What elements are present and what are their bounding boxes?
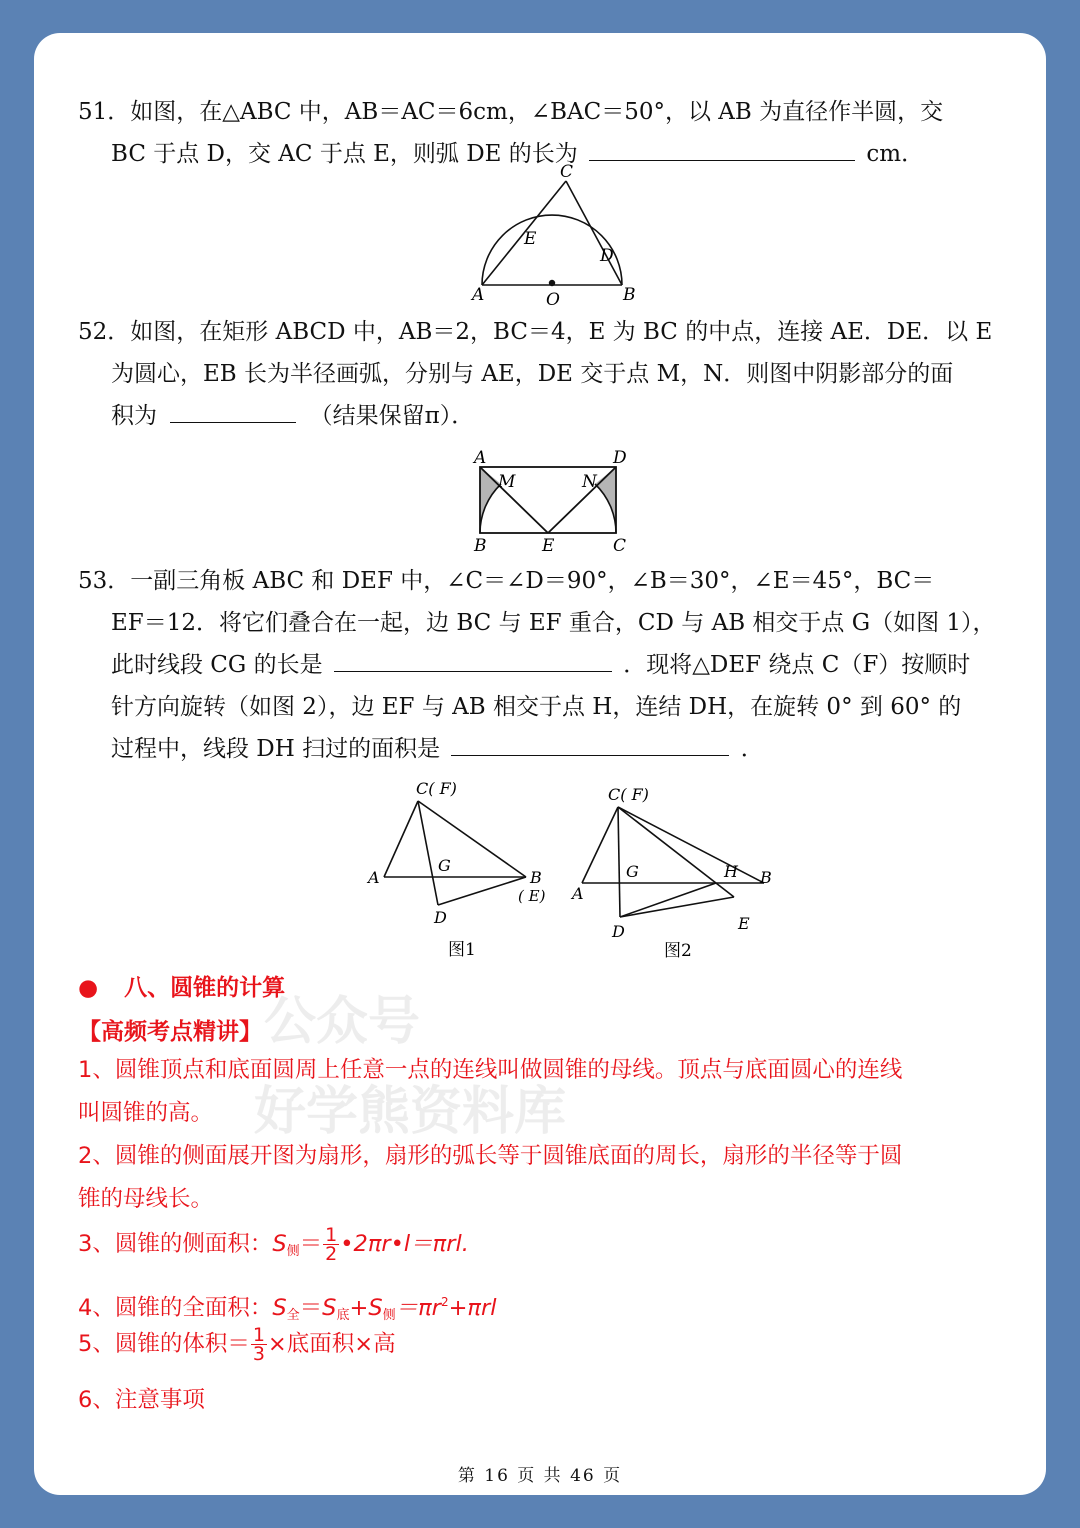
label-A: A: [472, 285, 485, 305]
label-D: D: [600, 246, 614, 266]
point-4: 4、圆锥的全面积：$S_全=S_底+S_侧=\pi r^2+\pi rl$: [78, 1295, 497, 1323]
label-D: D: [613, 448, 627, 468]
label-A: A: [572, 884, 584, 903]
section-subtitle: 【高频考点精讲】: [78, 1019, 262, 1045]
question-53: [78, 560, 1008, 770]
question-52: [78, 311, 1008, 437]
label-C: C: [613, 536, 627, 555]
point-5: 5、圆锥的体积＝ $\frac{1}{3}$ ×底面积×高: [78, 1324, 396, 1365]
point-3: 3、圆锥的侧面积：$S_侧=$ $\frac{1}{2}$ •2πr•l＝πrl.: [78, 1224, 469, 1265]
q51-line1: 51．如图，在△ABC 中，AB＝AC＝6cm，∠BAC＝50°，以 AB 为直径作半圆，交: [78, 99, 944, 125]
label-A: A: [368, 868, 380, 887]
label-C: C: [560, 162, 574, 182]
label-D: D: [612, 922, 625, 941]
label-D: D: [434, 908, 447, 927]
q53-line1: 53．一副三角板 ABC 和 DEF 中，∠C＝∠D＝90°，∠B＝30°，∠E＝45°，BC＝: [78, 568, 935, 594]
label-N: N: [582, 472, 597, 492]
label-M: M: [498, 472, 516, 492]
label-B: B: [623, 285, 636, 305]
label-H: H: [724, 862, 738, 881]
label-G: G: [626, 862, 639, 881]
q52-figure: [470, 443, 640, 559]
fraction-one-third: $\frac{1}{3}$: [252, 1324, 265, 1365]
label-B: B: [760, 868, 772, 887]
watermark-line2: 好学熊资料库: [254, 1082, 567, 1142]
answer-blank[interactable]: [334, 649, 612, 672]
label-O: O: [546, 290, 560, 309]
page-footer: 第 16 页 共 46 页: [457, 1466, 623, 1486]
label-E: E: [542, 536, 555, 555]
label-CF: C( F): [416, 779, 457, 798]
section-heading: [78, 969, 285, 1002]
q53-line4: 针方向旋转（如图 2），边 EF 与 AB 相交于点 H，连结 DH，在旋转 0° 到 60° 的: [111, 694, 962, 720]
q52-line1: 52．如图，在矩形 ABCD 中，AB＝2，BC＝4，E 为 BC 的中点，连接 AE．DE．以 E: [78, 319, 993, 345]
label-E: ( E): [518, 887, 546, 905]
label-E: E: [524, 229, 537, 249]
label-CF: C( F): [608, 785, 649, 804]
q53-line2: EF＝12．将它们叠合在一起，边 BC 与 EF 重合，CD 与 AB 相交于点 G（如图 1），: [111, 610, 996, 636]
q52-line3: 积为 （结果保留π）．: [78, 395, 1008, 437]
q52-line2: 为圆心，EB 长为半径画弧，分别与 AE，DE 交于点 M，N．则图中阴影部分的面: [111, 361, 954, 387]
q53-line5: 过程中，线段 DH 扫过的面积是 ．: [78, 728, 1008, 770]
section-title: 八、圆锥的计算: [124, 975, 286, 1001]
document-page: [34, 33, 1046, 1495]
q53-line3: 此时线段 CG 的长是 ．现将△DEF 绕点 C（F）按顺时: [78, 644, 1008, 686]
label-B: B: [474, 536, 487, 555]
label-G: G: [438, 856, 451, 875]
fraction-one-half: $\frac{1}{2}$: [325, 1224, 338, 1265]
bullet-icon: ●: [78, 975, 99, 1001]
label-B: B: [530, 868, 542, 887]
q51-figure: [464, 161, 644, 313]
answer-blank[interactable]: [451, 733, 729, 756]
answer-blank[interactable]: [589, 138, 855, 161]
point-6: 6、注意事项: [78, 1387, 205, 1413]
answer-blank[interactable]: [170, 400, 296, 423]
watermark-line1: 公众号: [264, 992, 421, 1052]
figure-2-caption: 图2: [664, 941, 692, 961]
label-E: E: [738, 914, 750, 933]
label-A: A: [474, 448, 487, 468]
figure-1-caption: 图1: [448, 940, 476, 960]
q53-figure-1: [354, 773, 554, 967]
point-1: 1、圆锥顶点和底面圆周上任意一点的连线叫做圆锥的母线。顶点与底面圆心的连线 叫圆锥的高。: [78, 1057, 903, 1126]
q53-figure-2: [564, 777, 784, 971]
q51-line2: BC 于点 D，交 AC 于点 E，则弧 DE 的长为 cm．: [78, 133, 1008, 175]
point-2: 2、圆锥的侧面展开图为扇形，扇形的弧长等于圆锥底面的周长，扇形的半径等于圆 锥的母线长。: [78, 1143, 903, 1212]
